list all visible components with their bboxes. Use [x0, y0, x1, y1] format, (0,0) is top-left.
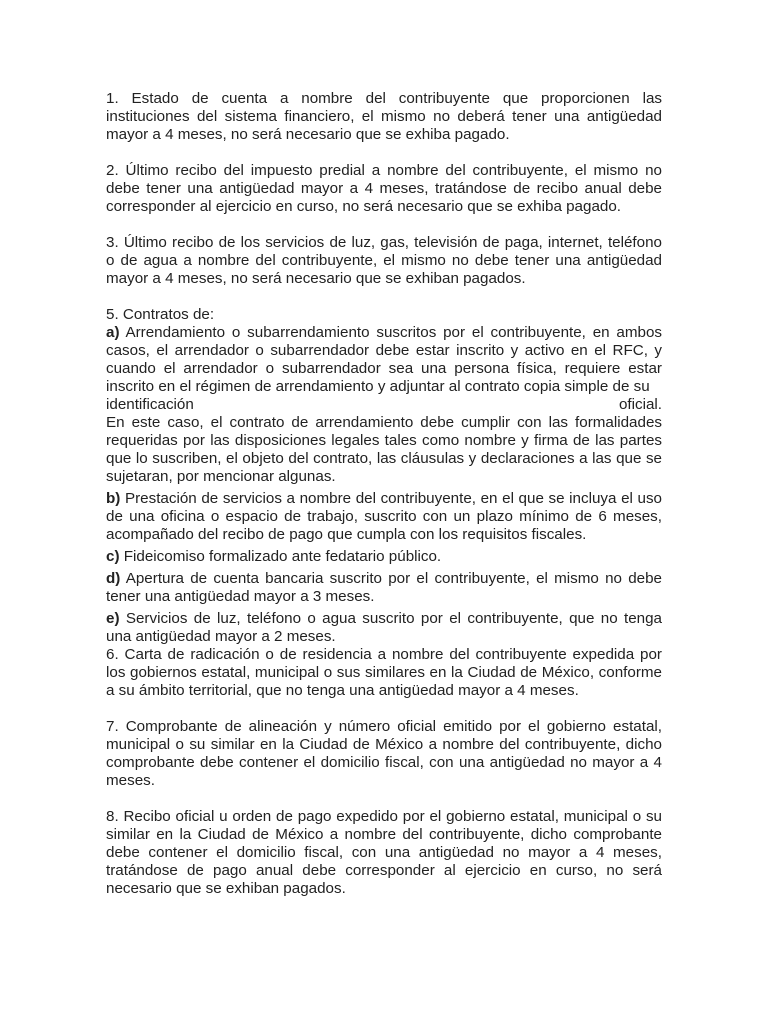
item-5e-paragraph: [106, 610, 662, 646]
item-5d-label: d): [106, 570, 121, 587]
item-6-paragraph: 6. Carta de radicación o de residencia a nombre del contribuyente expedida por los gobiernos estatal, municipal o sus similares en la Ciudad de México, conforme a su ámbito territorial, que no tenga una antigüedad mayor a 4 meses.: [106, 646, 662, 699]
document-page: [106, 90, 662, 898]
item-5c-paragraph: [106, 548, 662, 566]
item-5c-text: Fideicomiso formalizado ante fedatario público.: [119, 548, 442, 565]
item-2-paragraph: 2. Último recibo del impuesto predial a nombre del contribuyente, el mismo no debe tener una antigüedad mayor a 4 meses, tratándose de recibo anual debe corresponder al ejercicio en curso, no será necesario que se exhiba pagado.: [106, 162, 662, 215]
item-5d-text: Apertura de cuenta bancaria suscrito por el contribuyente, el mismo no debe tener una antigüedad mayor a 3 meses.: [106, 570, 662, 605]
item-5b-paragraph: [106, 490, 662, 544]
item-5d-paragraph: [106, 570, 662, 606]
item-7-paragraph: 7. Comprobante de alineación y número oficial emitido por el gobierno estatal, municipal o su similar en la Ciudad de México a nombre del contribuyente, dicho comprobante debe contener el domicilio fiscal, con una antigüedad no mayor a 4 meses.: [106, 718, 662, 789]
item-5b-text: Prestación de servicios a nombre del contribuyente, en el que se incluya el uso de una oficina o espacio de trabajo, suscrito con un plazo mínimo de 6 meses, acompañado del recibo de pago que cumpla con los requisitos fiscales.: [106, 490, 662, 543]
item-5e-label: e): [106, 610, 120, 627]
item-3-paragraph: 3. Último recibo de los servicios de luz, gas, televisión de paga, internet, teléfono o de agua a nombre del contribuyente, el mismo no debe tener una antigüedad mayor a 4 meses, no será necesario que se exhiban pagados.: [106, 234, 662, 287]
item-1-paragraph: 1. Estado de cuenta a nombre del contribuyente que proporcionen las instituciones del sistema financiero, el mismo no deberá tener una antigüedad mayor a 4 meses, no será necesario que se exhiba pagado.: [106, 90, 662, 143]
item-5a-paragraph: [106, 324, 662, 396]
item-5-section: [106, 306, 662, 646]
item-5a-last-right: oficial.: [618, 396, 662, 413]
item-8-paragraph: 8. Recibo oficial u orden de pago expedido por el gobierno estatal, municipal o su similar en la Ciudad de México a nombre del contribuyente, dicho comprobante debe contener el domicilio fiscal, con una antigüedad no mayor a 4 meses, tratándose de pago anual debe corresponder al ejercicio en curso, no será necesario que se exhiban pagados.: [106, 808, 662, 897]
item-5a-text: Arrendamiento o subarrendamiento suscritos por el contribuyente, en ambos casos, el arrendador o subarrendador debe estar inscrito y activo en el RFC, y cuando el arrendador o subarrendador sea una persona física, requiere estar inscrito en el régimen de arrendamiento y adjuntar al contrato copia simple de su: [106, 324, 662, 395]
item-5b-label: b): [106, 490, 121, 507]
item-5a-label: a): [106, 324, 120, 341]
item-5c-label: c): [106, 548, 120, 565]
item-5-heading: 5. Contratos de:: [106, 306, 215, 323]
item-5e-text: Servicios de luz, teléfono o agua suscrito por el contribuyente, que no tenga una antigüedad mayor a 2 meses.: [106, 610, 662, 645]
item-5a-continuation: En este caso, el contrato de arrendamiento debe cumplir con las formalidades requeridas por las disposiciones legales tales como nombre y firma de las partes que lo suscriben, el objeto del contrato, las cláusulas y declaraciones a las que se sujetaran, por mencionar algunas.: [106, 414, 662, 485]
item-5a-last-line: [106, 396, 662, 414]
item-5a-last-left: identificación: [106, 396, 194, 413]
